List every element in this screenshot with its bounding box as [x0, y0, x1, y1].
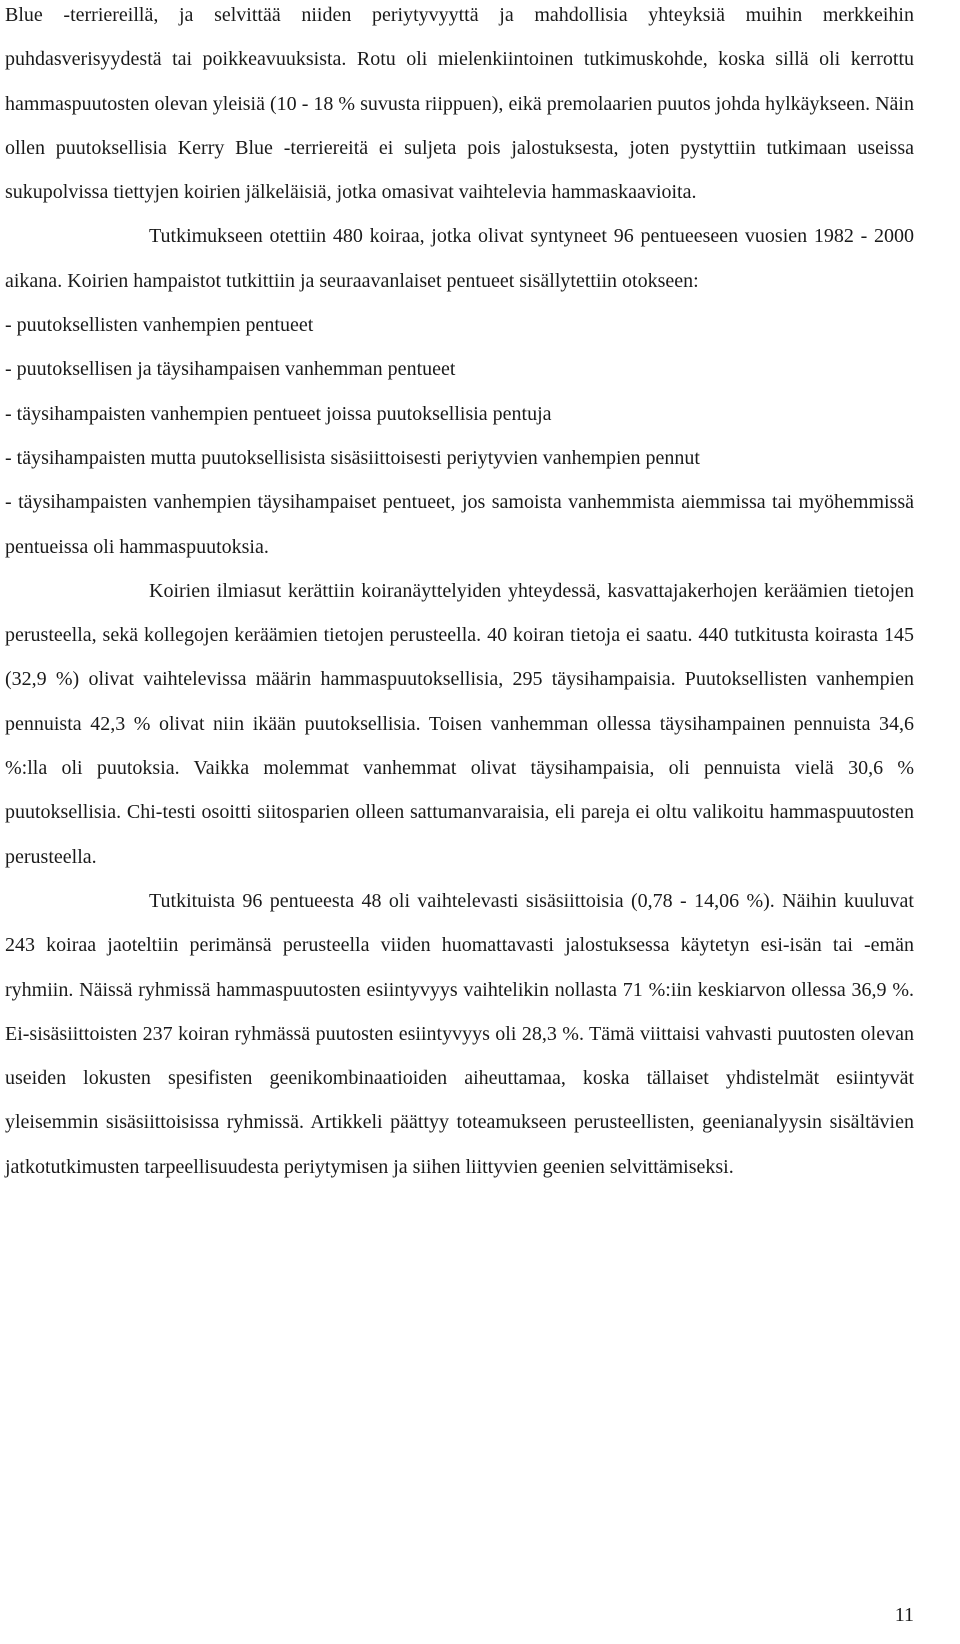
list-item: - täysihampaisten vanhempien täysihampaiset pentueet, jos samoista vanhemmista aiemmissa tai myöhemmissä pentueissa oli hammaspuutoksia.: [5, 491, 914, 558]
paragraph-sample-description: Tutkimukseen otettiin 480 koiraa, jotka olivat syntyneet 96 pentueeseen vuosien 1982 - 2000 aikana. Koirien hampaistot tutkittiin ja seuraavanlaiset pentueet sisällytettiin otokseen:: [5, 225, 914, 292]
body-text: [5, 0, 914, 1189]
paragraph-inbreeding: Tutkituista 96 pentueesta 48 oli vaihtelevasti sisäsiittoisia (0,78 - 14,06 %). Näihin kuuluvat 243 koiraa jaoteltiin perimänsä perusteella viiden huomattavasti jalostuksessa käytetyn esi-isän tai -emän ryhmiin. Näissä ryhmissä hammaspuutosten esiintyvyys vaihtelikin nollasta 71 %:iin keskiarvon ollessa 36,9 %. Ei-sisäsiittoisten 237 koiran ryhmässä puutosten esiintyvyys oli 28,3 %. Tämä viittaisi vahvasti puutosten olevan useiden lokusten spesifisten geenikombinaatioiden aiheuttamaa, koska tällaiset yhdistelmät esiintyvät yleisemmin sisäsiittoisissa ryhmissä. Artikkeli päättyy toteamukseen perusteellisten, geenianalyysin sisältävien jatkotutkimusten tarpeellisuudesta periytymisen ja siihen liittyvien geenien selvittämiseksi.: [5, 889, 914, 1178]
page-number: 11: [894, 1604, 914, 1626]
paragraph-intro-continuation: Blue -terriereillä, ja selvittää niiden periytyvyyttä ja mahdollisia yhteyksiä muihin merkkeihin puhdasverisyydestä tai poikkeavuuksista. Rotu oli mielenkiintoinen tutkimuskohde, koska sillä oli kerrottu hammaspuutosten olevan yleisiä (10 - 18 % suvusta riippuen), eikä premolaarien puutos johda hylkäykseen. Näin ollen puutoksellisia Kerry Blue -terriereitä ei suljeta pois jalostuksesta, joten pystyttiin tutkimaan useissa sukupolvissa tiettyjen koirien jälkeläisiä, jotka omasivat vaihtelevia hammaskaavioita.: [5, 4, 914, 204]
list-item: - täysihampaisten mutta puutoksellisista sisäsiittoisesti periytyvien vanhempien pennut: [5, 446, 700, 469]
list-item: - puutoksellisten vanhempien pentueet: [5, 314, 314, 337]
paragraph-results: Koirien ilmiasut kerättiin koiranäyttelyiden yhteydessä, kasvattajakerhojen keräämien tietojen perusteella, sekä kollegojen keräämien tietojen perusteella. 40 koiran tietoja ei saatu. 440 tutkitusta koirasta 145 (32,9 %) olivat vaihtelevissa määrin hammaspuutoksellisia, 295 täysihampaisia. Puutoksellisten vanhempien pennuista 42,3 % olivat niin ikään puutoksellisia. Toisen vanhemman ollessa täysihampainen pennuista 34,6 %:lla oli puutoksia. Vaikka molemmat vanhemmat olivat täysihampaisia, oli pennuista vielä 30,6 % puutoksellisia. Chi-testi osoitti siitosparien olleen sattumanvaraisia, eli pareja ei oltu valikoitu hammaspuutosten perusteella.: [5, 579, 914, 868]
list-item: - puutoksellisen ja täysihampaisen vanhemman pentueet: [5, 358, 456, 381]
list-item: - täysihampaisten vanhempien pentueet joissa puutoksellisia pentuja: [5, 402, 552, 425]
